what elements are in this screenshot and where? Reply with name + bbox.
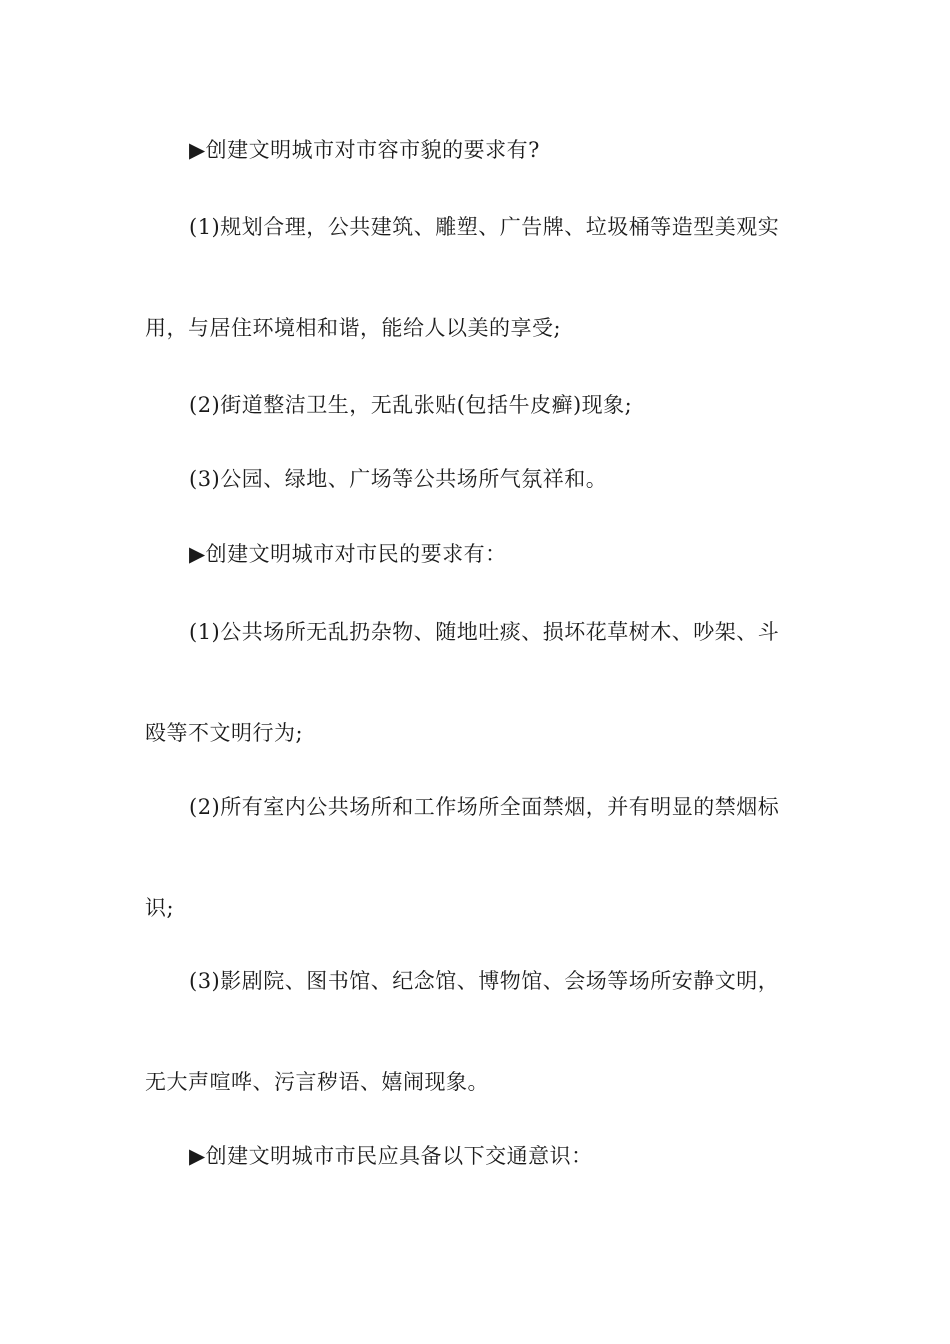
section-heading-cityscape: ▶创建文明城市对市容市貌的要求有? <box>189 138 540 162</box>
section-heading-citizens: ▶创建文明城市对市民的要求有： <box>189 542 507 566</box>
paragraph-line: (1)公共场所无乱扔杂物、随地吐痰、损坏花草树木、吵架、斗 <box>189 620 780 644</box>
paragraph-line: 用，与居住环境相和谐，能给人以美的享受; <box>145 316 562 340</box>
section-heading-traffic: ▶创建文明城市市民应具备以下交通意识： <box>189 1144 593 1168</box>
paragraph-line: (1)规划合理，公共建筑、雕塑、广告牌、垃圾桶等造型美观实 <box>189 215 780 239</box>
paragraph-line: (3)公园、绿地、广场等公共场所气氛祥和。 <box>189 467 608 491</box>
paragraph-line: (2)街道整洁卫生，无乱张贴(包括牛皮癣)现象; <box>189 393 633 417</box>
paragraph-line: 识; <box>145 896 175 920</box>
paragraph-line: (2)所有室内公共场所和工作场所全面禁烟，并有明显的禁烟标 <box>189 795 780 819</box>
paragraph-line: 殴等不文明行为; <box>145 721 304 745</box>
paragraph-line: (3)影剧院、图书馆、纪念馆、博物馆、会场等场所安静文明， <box>189 969 780 993</box>
paragraph-line: 无大声喧哗、污言秽语、嬉闹现象。 <box>145 1070 489 1094</box>
